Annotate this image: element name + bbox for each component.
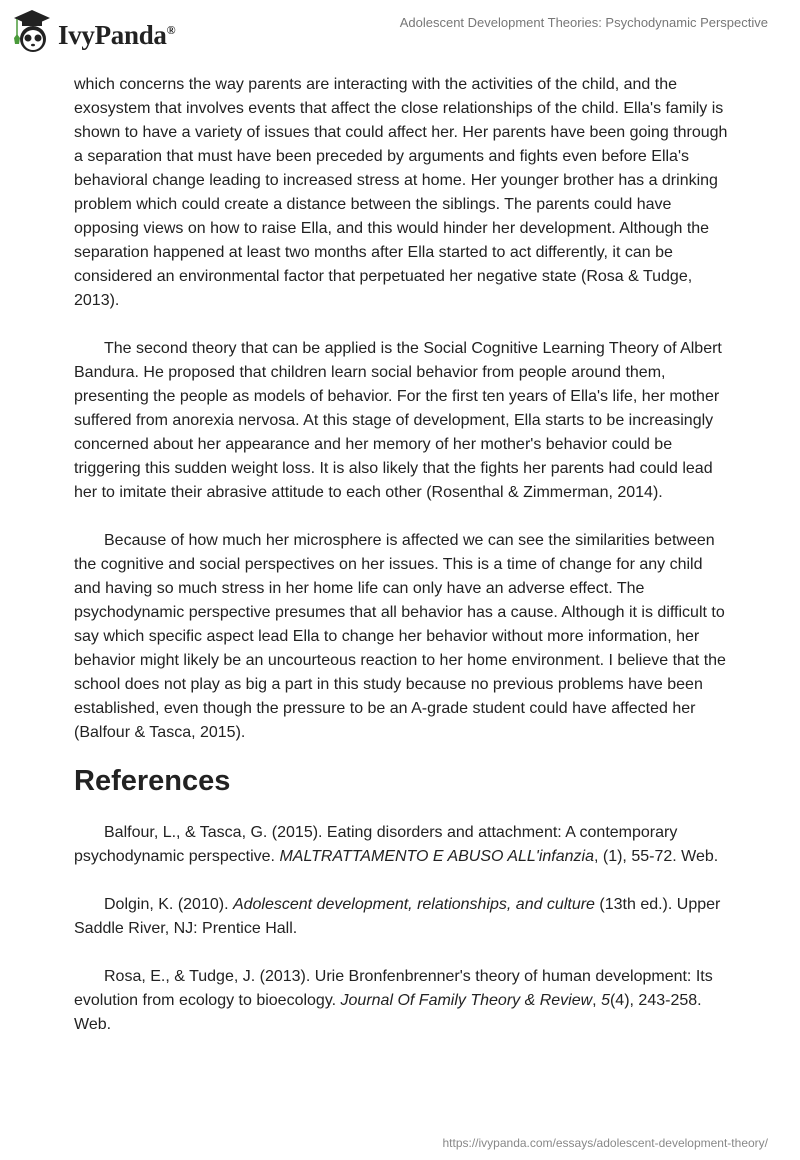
source-url[interactable]: https://ivypanda.com/essays/adolescent-development-theory/ xyxy=(442,1136,768,1150)
paragraph: The second theory that can be applied is the Social Cognitive Learning Theory of Albert Bandura. He proposed that children learn social behavior from people around them, presenting the people as models of behavior. For the first ten years of Ella's life, her mother suffered from anorexia nervosa. At this stage of development, Ella starts to be increasingly concerned about her appearance and her memory of her mother's behavior could be triggering this sudden weight loss. It is also likely that the fights her parents had could lead her to imitate their abrasive attitude to each other (Rosenthal & Zimmerman, 2014). xyxy=(74,340,722,501)
references-heading: References xyxy=(74,765,231,797)
paragraph: which concerns the way parents are interacting with the activities of the child, and the exosystem that involves events that affect the close relationships of the child. Ella's family is shown to have a variety of issues that could affect her. Her parents have been going through a separation that must have been preceded by arguments and fights even before Ella's behavioral change leading to increased stress at home. Her younger brother has a drinking problem which could create a distance between the siblings. The parents could have opposing views on how to raise Ella, and this would hinder her development. Although the separation happened at least two months after Ella started to act differently, it can be considered an environmental factor that perpetuated her negative state (Rosa & Tudge, 2013). xyxy=(74,76,728,309)
page-header xyxy=(0,0,800,60)
document-title: Adolescent Development Theories: Psychodynamic Perspective xyxy=(399,15,768,30)
reference-item: Balfour, L., & Tasca, G. (2015). Eating disorders and attachment: A contemporary psychodynamic perspective. MALTRATTAMENTO E ABUSO ALL'infanzia, (1), 55-72. Web. xyxy=(74,824,719,865)
brand-name: IvyPanda xyxy=(58,19,167,50)
panda-graduate-icon xyxy=(12,8,52,54)
ivypanda-logo[interactable] xyxy=(12,8,175,54)
paragraph: Because of how much her microsphere is affected we can see the similarities between the cognitive and social perspectives on her issues. This is a time of change for any child and having so much stress in her home life can only have an adverse effect. The psychodynamic perspective presumes that all behavior has a cause. Although it is difficult to say which specific aspect lead Ella to change her behavior without more information, her behavior might likely be an uncourteous reaction to her home environment. I believe that the school does not play as big a part in this study because no previous problems have been established, even though the pressure to be an A-grade student could have affected her (Balfour & Tasca, 2015). xyxy=(74,532,726,741)
reference-item: Dolgin, K. (2010). Adolescent development, relationships, and culture (13th ed.). Upper Saddle River, NJ: Prentice Hall. xyxy=(74,896,721,937)
reference-item: Rosa, E., & Tudge, J. (2013). Urie Bronfenbrenner's theory of human development: Its evolution from ecology to bioecology. Journal Of Family Theory & Review, 5(4), 243-258. Web. xyxy=(74,968,713,1033)
essay-body xyxy=(74,73,730,1061)
registered-mark: ® xyxy=(166,22,176,37)
